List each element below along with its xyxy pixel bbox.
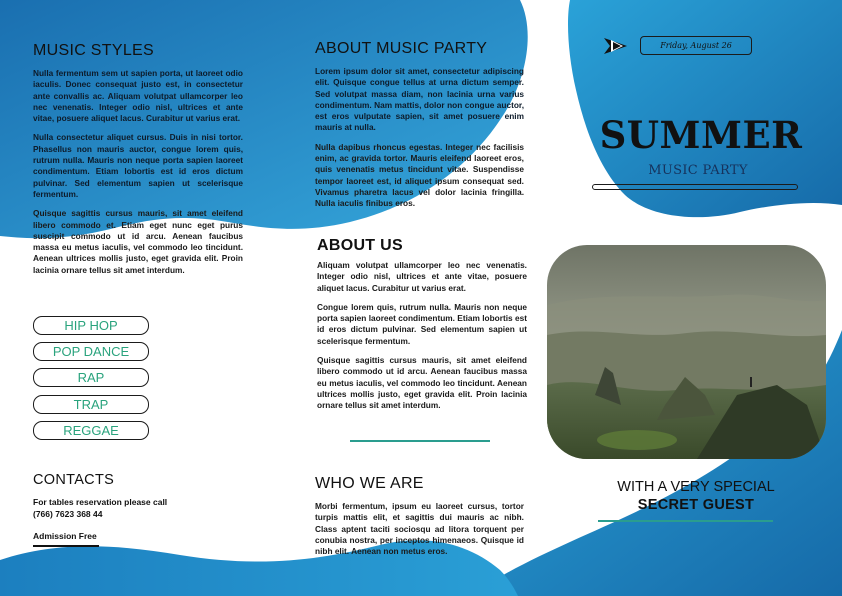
event-subtitle: MUSIC PARTY — [648, 163, 748, 178]
event-date: Friday, August 26 — [640, 36, 752, 55]
admission-text: Admission Free — [33, 531, 97, 541]
paragraph: Congue lorem quis, rutrum nulla. Mauris non neque porta sapien laoreet condimentum. Etiam lobortis est id eros dictum pulvinar. Sed elementum sapien ut scelerisque fermentum. — [317, 301, 527, 346]
special-guest-line1: WITH A VERY SPECIAL — [617, 479, 775, 495]
contacts-heading: CONTACTS — [33, 472, 115, 488]
paragraph: Nulla consectetur aliquet cursus. Duis in nisi tortor. Phasellus non mauris auctor, congue lorem quis, rutrum nulla. Mauris non neque porta sapien laoreet condimentum. Etiam lobortis est id eros dictum pulvinar. Sed elementum sapien ut scelerisque fermentum. — [33, 132, 243, 199]
paragraph: Nulla fermentum sem ut sapien porta, ut laoreet odio iaculis. Donec consequat justo est, in consectetur ante convallis ac. Aliquam volutpat ullamcorper leo nec venenatis. Integer odio nisl, ultrices et ante vitae, posuere aliquet lacus. Curabitur ut varius erat. — [33, 68, 243, 124]
paragraph: Morbi fermentum, ipsum eu laoreet cursus, tortor turpis mattis elit, et sagittis dui mauris ac nibh. Class aptent taciti sociosqu ad litora torquent per conubia nostra, per inceptos himenaeos. Quisque id nibh elit. Aenean non metus eros. — [315, 501, 524, 557]
about-party-text — [315, 66, 524, 218]
about-us-heading: ABOUT US — [317, 237, 403, 254]
phone-number: (766) 7623 368 44 — [33, 509, 103, 519]
paragraph: Nulla dapibus rhoncus egestas. Integer nec facilisis enim, ac gravida tortor. Mauris eleifend laoreet eros, quis venenatis metus tincidunt vitae. Suspendisse tempor laoreet est, id aliquet ipsum consequat sed. Vivamus pharetra lacus vel dolor lacinia fringilla. Nulla iaculis finibus eros. — [315, 141, 524, 209]
style-tag-trap: TRAP — [33, 395, 149, 414]
who-we-are-text — [315, 501, 524, 565]
event-title: SUMMER — [599, 113, 803, 157]
paragraph: Quisque sagittis cursus mauris, sit amet eleifend libero commodo et. Etiam eget nunc eget purus suscipit commodo ut id arcu. Aenean faucibus massa eu metus iaculis, vel commodo leo tincidunt. Aenean ultrices mollis justo, eget gravida elit. Proin lacinia ornare tellus sit amet interdum. — [33, 208, 243, 275]
about-party-heading: ABOUT MUSIC PARTY — [315, 40, 488, 57]
style-tag-pop-dance: POP DANCE — [33, 342, 149, 361]
style-tag-hip-hop: HIP HOP — [33, 316, 149, 335]
style-tag-reggae: REGGAE — [33, 421, 149, 440]
music-styles-heading: MUSIC STYLES — [33, 42, 154, 59]
paragraph: Aliquam volutpat ullamcorper leo nec venenatis. Integer odio nisl, ultrices et ante vitae, posuere aliquet lacus. Curabitur ut varius erat. — [317, 260, 527, 293]
play-arrow-icon — [603, 37, 631, 55]
contact-line: For tables reservation please call — [33, 497, 168, 507]
special-guest-divider — [598, 520, 773, 522]
paragraph: Quisque sagittis cursus mauris, sit amet eleifend libero commodo ut id arcu. Aenean faucibus massa eu metus iaculis, vel commodo leo tincidunt. Aenean ultrices mollis justo, eget gravida elit. Proin lacinia ornare tellus sit amet interdum. — [317, 355, 527, 411]
who-we-are-heading: WHO WE ARE — [315, 475, 424, 492]
music-styles-text — [33, 68, 243, 284]
title-underline — [592, 184, 798, 190]
style-tag-rap: RAP — [33, 368, 149, 387]
paragraph: Lorem ipsum dolor sit amet, consectetur adipiscing elit. Quisque congue tellus at urna dictum semper. Sed volutpat massa diam, non lacinia urna varius condimentum. Nam mattis, dolor non congue auctor, est eros vulputate sapien, sit amet posuere enim mauris at nulla. — [315, 66, 524, 133]
landscape-photo — [547, 245, 826, 459]
special-guest-line2: SECRET GUEST — [637, 497, 755, 513]
section-divider — [350, 440, 490, 442]
about-us-text — [317, 260, 527, 420]
admission-underline — [33, 545, 99, 547]
